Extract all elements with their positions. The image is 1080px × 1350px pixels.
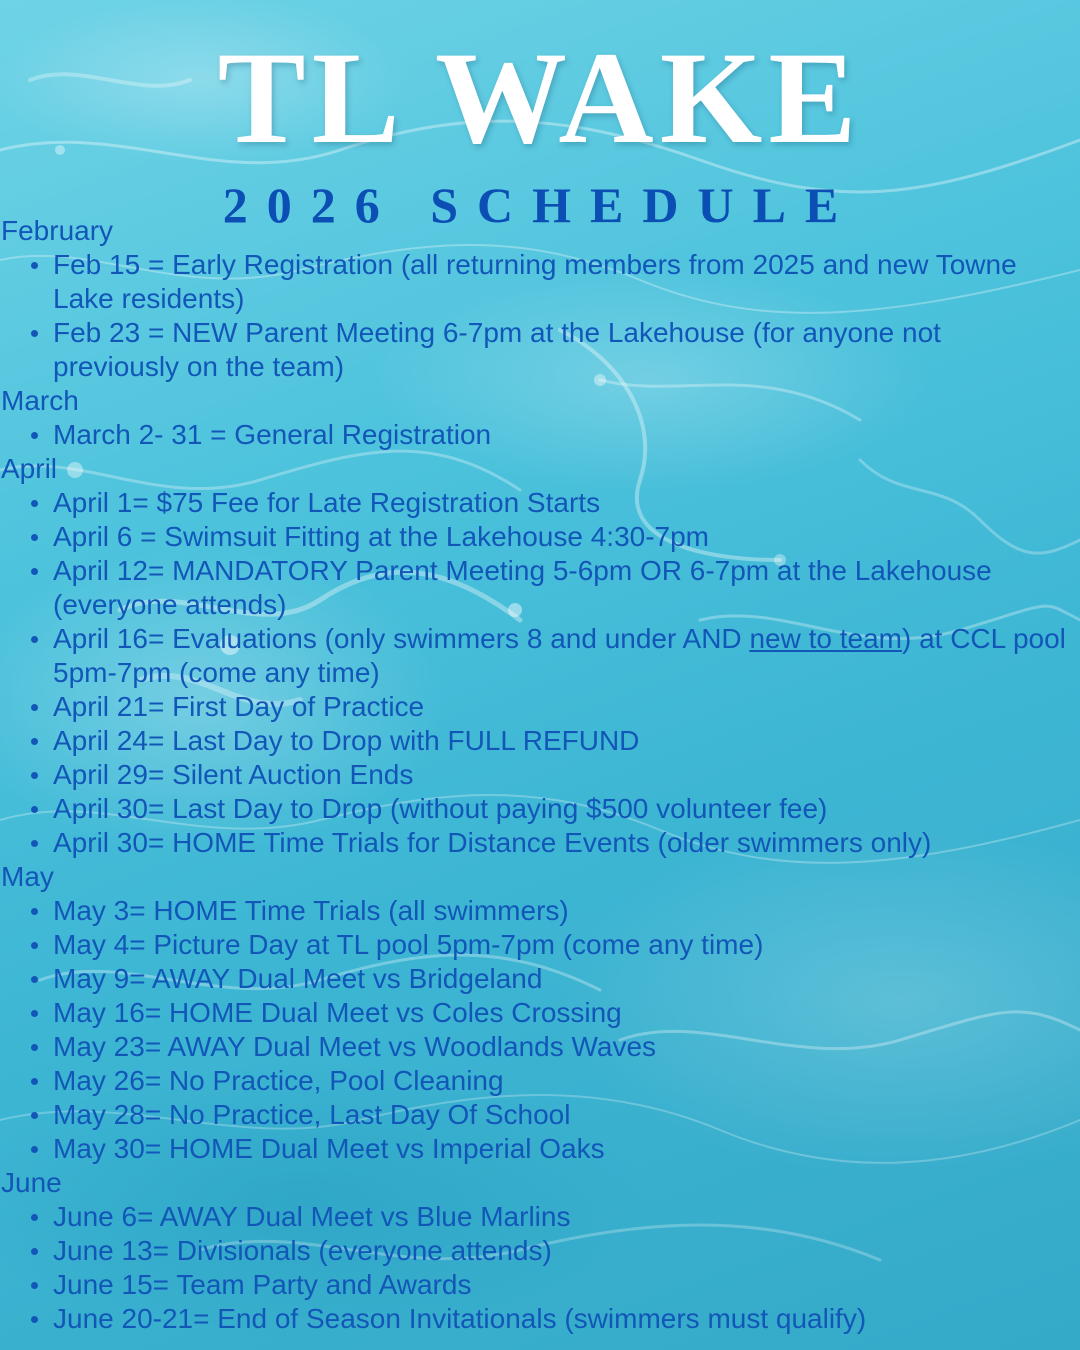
- list-item: April 30= Last Day to Drop (without paying $500 volunteer fee): [0, 792, 1070, 826]
- month-may: [0, 860, 1070, 1166]
- list-item: April 6 = Swimsuit Fitting at the Lakehouse 4:30-7pm: [0, 520, 1070, 554]
- list-item: April 21= First Day of Practice: [0, 690, 1070, 724]
- page-title: TL WAKE: [217, 24, 863, 171]
- list-item: June 6= AWAY Dual Meet vs Blue Marlins: [0, 1200, 1070, 1234]
- list-item: April 29= Silent Auction Ends: [0, 758, 1070, 792]
- month-june: [0, 1166, 1070, 1336]
- list-item: April 12= MANDATORY Parent Meeting 5-6pm OR 6-7pm at the Lakehouse (everyone attends): [0, 554, 1070, 622]
- schedule-list: [0, 214, 1070, 1336]
- list-item: April 30= HOME Time Trials for Distance Events (older swimmers only): [0, 826, 1070, 860]
- month-march: [0, 384, 1070, 452]
- list-item: May 28= No Practice, Last Day Of School: [0, 1098, 1070, 1132]
- month-heading: February: [1, 215, 114, 246]
- list-item: June 20-21= End of Season Invitationals (swimmers must qualify): [0, 1302, 1070, 1336]
- event-list: [0, 1200, 1070, 1336]
- month-heading: March: [1, 385, 79, 416]
- list-item: May 3= HOME Time Trials (all swimmers): [0, 894, 1070, 928]
- list-item: May 9= AWAY Dual Meet vs Bridgeland: [0, 962, 1070, 996]
- month-february: [0, 214, 1070, 384]
- month-heading: June: [1, 1167, 62, 1198]
- event-list: [0, 248, 1070, 384]
- event-list: [0, 486, 1070, 860]
- page-subtitle: 2026 SCHEDULE: [222, 177, 858, 233]
- list-item: May 4= Picture Day at TL pool 5pm-7pm (come any time): [0, 928, 1070, 962]
- list-item: June 13= Divisionals (everyone attends): [0, 1234, 1070, 1268]
- list-item: April 1= $75 Fee for Late Registration Starts: [0, 486, 1070, 520]
- month-heading: April: [1, 453, 58, 484]
- month-heading: May: [1, 861, 54, 892]
- new-to-team-link[interactable]: new to team: [749, 623, 902, 654]
- event-list: [0, 418, 1070, 452]
- list-item: May 23= AWAY Dual Meet vs Woodlands Waves: [0, 1030, 1070, 1064]
- list-item: May 16= HOME Dual Meet vs Coles Crossing: [0, 996, 1070, 1030]
- event-list: [0, 894, 1070, 1166]
- list-item: June 15= Team Party and Awards: [0, 1268, 1070, 1302]
- list-item-with-link[interactable]: April 16= Evaluations (only swimmers 8 and under AND new to team) at CCL pool 5pm-7pm (come any time): [0, 622, 1070, 690]
- list-item: Feb 15 = Early Registration (all returning members from 2025 and new Towne Lake residents): [0, 248, 1070, 316]
- list-item: May 30= HOME Dual Meet vs Imperial Oaks: [0, 1132, 1070, 1166]
- list-item: May 26= No Practice, Pool Cleaning: [0, 1064, 1070, 1098]
- list-item: March 2- 31 = General Registration: [0, 418, 1070, 452]
- month-april: [0, 452, 1070, 860]
- list-item: Feb 23 = NEW Parent Meeting 6-7pm at the Lakehouse (for anyone not previously on the team): [0, 316, 1070, 384]
- list-item: April 24= Last Day to Drop with FULL REFUND: [0, 724, 1070, 758]
